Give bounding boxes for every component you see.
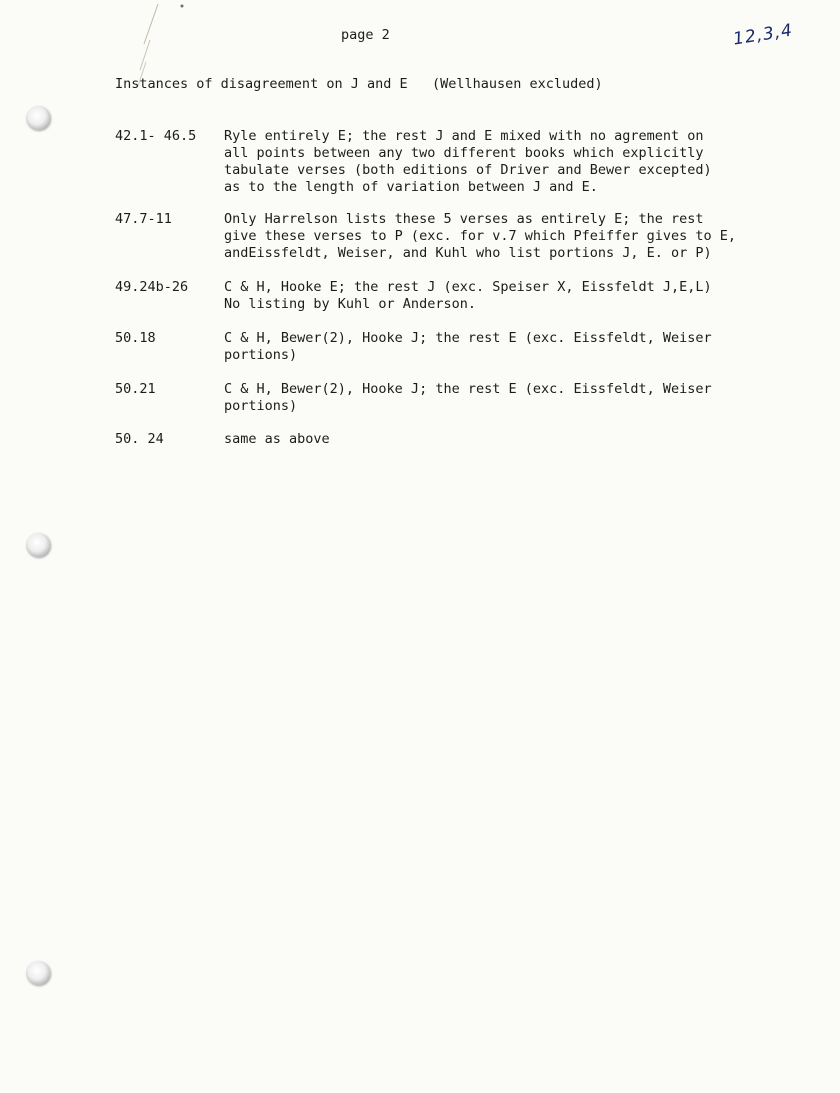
verse-reference: 47.7-11	[115, 211, 172, 227]
entry-description: C & H, Hooke E; the rest J (exc. Speiser X, Eissfeldt J,E,L) No listing by Kuhl or Anderson.	[224, 279, 712, 312]
entry-description: C & H, Bewer(2), Hooke J; the rest E (exc. Eissfeldt, Weiser portions)	[224, 330, 712, 363]
document-heading: Instances of disagreement on J and E (Wellhausen excluded)	[115, 76, 603, 92]
verse-reference: 49.24b-26	[115, 279, 189, 295]
entry-description: Only Harrelson lists these 5 verses as entirely E; the rest give these verses to P (exc. for v.7 which Pfeiffer gives to E, andEissfeldt, Weiser, and Kuhl who list portions J, E. or P)	[224, 211, 737, 261]
handwritten-note: 12,3,4	[731, 20, 795, 50]
punch-hole	[26, 533, 50, 557]
punch-hole	[26, 106, 50, 130]
verse-reference: 50. 24	[115, 431, 164, 447]
entry-description: same as above	[224, 431, 330, 447]
entry-description: C & H, Bewer(2), Hooke J; the rest E (exc. Eissfeldt, Weiser portions)	[224, 381, 712, 414]
verse-reference: 50.18	[115, 330, 156, 346]
punch-hole	[26, 961, 50, 985]
entry-description: Ryle entirely E; the rest J and E mixed with no agrement on all points between any two different books which explicitly tabulate verses (both editions of Driver and Bewer excepted) as to the length of variation between J and E.	[224, 128, 712, 195]
page-number: page 2	[341, 27, 390, 43]
verse-reference: 42.1- 46.5	[115, 128, 197, 144]
verse-reference: 50.21	[115, 381, 156, 397]
